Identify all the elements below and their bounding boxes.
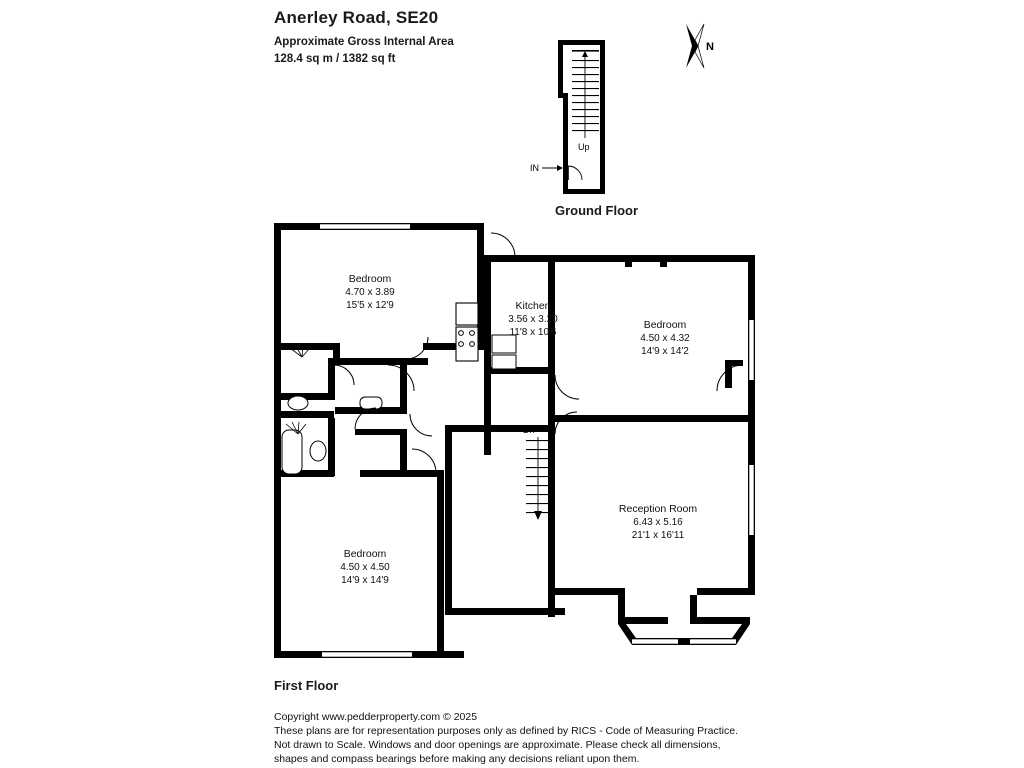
room-dimensions-metric: 4.50 x 4.32 <box>640 333 690 344</box>
entrance-in-label: IN <box>530 163 539 173</box>
room-label-bedroom-2 <box>600 319 730 358</box>
room-dimensions-imperial: 21'1 x 16'11 <box>631 530 685 541</box>
ground-floor-label: Ground Floor <box>555 203 639 218</box>
area-caption-line-1: Approximate Gross Internal Area <box>274 36 454 48</box>
room-dimensions-metric: 4.50 x 4.50 <box>340 562 390 573</box>
disclaimer-line-2: Not drawn to Scale. Windows and door openings are approximate. Please check all dimensions, <box>274 739 721 751</box>
room-label-bedroom-1 <box>305 273 435 312</box>
room-label-kitchen <box>478 300 588 339</box>
room-dimensions-imperial: 11'8 x 10'6 <box>509 327 557 338</box>
copyright-line: Copyright www.pedderproperty.com © 2025 <box>274 711 478 723</box>
svg-text:N: N <box>706 41 714 53</box>
room-name: Bedroom <box>343 548 387 560</box>
room-name: Bedroom <box>643 319 687 331</box>
first-floor-label: First Floor <box>274 678 339 693</box>
disclaimer-line-1: These plans are for representation purposes only as defined by RICS - Code of Measuring Practice. <box>274 725 738 737</box>
room-dimensions-metric: 4.70 x 3.89 <box>345 287 395 298</box>
north-compass-icon <box>672 22 718 72</box>
room-name: Reception Room <box>618 503 698 515</box>
room-dimensions-imperial: 14'9 x 14'2 <box>641 346 689 357</box>
stair-up-label: Up <box>578 142 590 152</box>
area-caption-line-2: 128.4 sq m / 1382 sq ft <box>274 53 396 65</box>
room-dimensions-metric: 6.43 x 5.16 <box>633 517 683 528</box>
disclaimer-line-3: shapes and compass bearings before making any decisions reliant upon them. <box>274 753 640 765</box>
stair-down-label: Dn <box>523 425 535 435</box>
page-title: Anerley Road, SE20 <box>274 8 439 27</box>
room-dimensions-imperial: 14'9 x 14'9 <box>341 575 389 586</box>
room-dimensions-imperial: 15'5 x 12'9 <box>346 300 394 311</box>
room-label-bedroom-3 <box>300 548 430 587</box>
room-dimensions-metric: 3.56 x 3.20 <box>508 314 558 325</box>
ground-floor-plan <box>530 38 640 198</box>
room-label-reception-room <box>588 503 728 542</box>
room-name: Kitchen <box>515 300 551 312</box>
room-name: Bedroom <box>348 273 392 285</box>
footer-disclaimer <box>274 710 834 766</box>
